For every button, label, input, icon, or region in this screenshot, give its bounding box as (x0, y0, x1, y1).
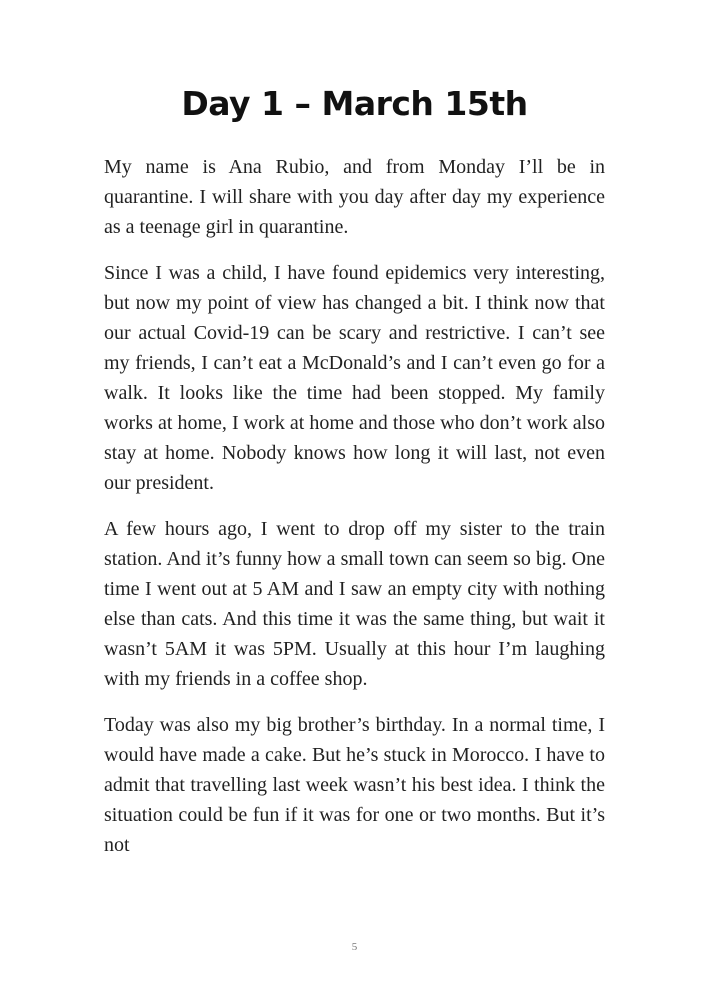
page-title: Day 1 – March 15th (181, 84, 528, 123)
paragraph: Since I was a child, I have found epidemics very interesting, but now my point of view has changed a bit. I think now that our actual Covid-19 can be scary and restrictive. I can’t see my friends, I can’t eat a McDonald’s and I can’t even go for a walk. It looks like the time had been stopped. My family works at home, I work at home and those who don’t work also stay at home. Nobody knows how long it will last, not even our president. (104, 262, 605, 494)
body-text (104, 152, 605, 876)
page-number: 5 (351, 941, 358, 953)
paragraph: My name is Ana Rubio, and from Monday I’ll be in quarantine. I will share with you day after day my experience as a teenage girl in quarantine. (104, 156, 605, 238)
paragraph: A few hours ago, I went to drop off my sister to the train station. And it’s funny how a small town can seem so big. One time I went out at 5 AM and I saw an empty city with nothing else than cats. And this time it was the same thing, but wait it wasn’t 5AM it was 5PM. Usually at this hour I’m laughing with my friends in a coffee shop. (104, 518, 605, 690)
paragraph: Today was also my big brother’s birthday. In a normal time, I would have made a cake. But he’s stuck in Morocco. I have to admit that travelling last week wasn’t his best idea. I think the situation could be fun if it was for one or two months. But it’s not (104, 714, 605, 856)
